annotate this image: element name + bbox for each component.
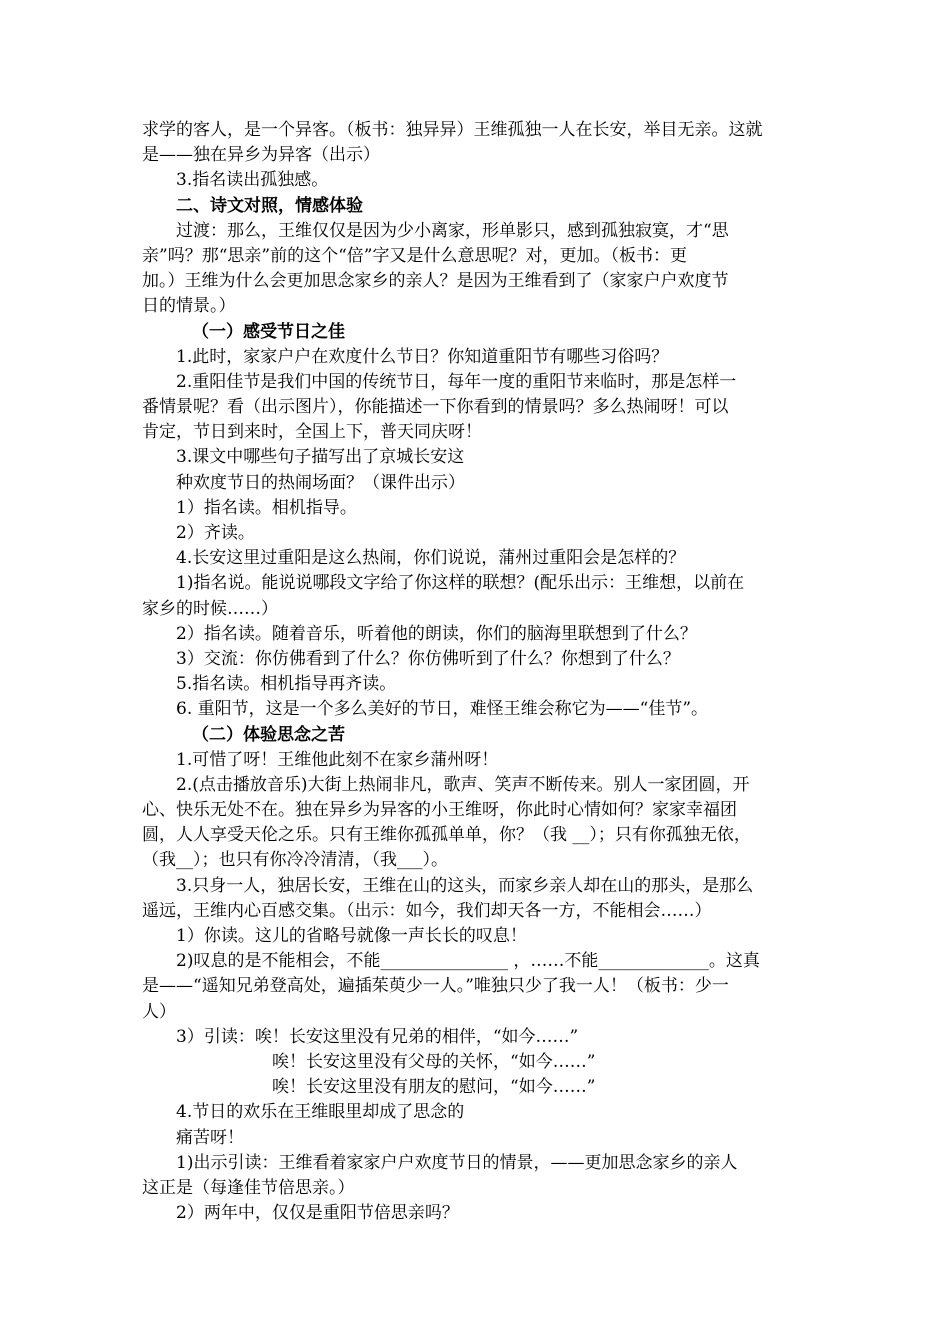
text-line: 人） <box>142 1001 176 1022</box>
text-line: 1）指名读。相机指导。 <box>176 497 357 518</box>
text-line: 2)叹息的是不能相会，不能_______________ ，……不能_____________。这真 <box>176 951 760 972</box>
text-line: 番情景呢？看（出示图片），你能描述一下你看到的情景吗？多么热闹呀！可以 <box>142 397 729 418</box>
text-line: 1.此时，家家户户在欢度什么节日？你知道重阳节有哪些习俗吗？ <box>176 346 669 367</box>
text-line: 肯定，节日到来时，全国上下，普天同庆呀！ <box>142 422 482 443</box>
text-line: 日的情景。） <box>142 296 236 317</box>
text-line: 4.节日的欢乐在王维眼里却成了思念的 <box>176 1102 465 1123</box>
text-line: 唉！长安这里没有父母的关怀，“如今……” <box>272 1051 596 1072</box>
text-line: 亲”吗？那“思亲”前的这个“倍”字又是什么意思呢？对，更加。（板书：更 <box>142 245 687 266</box>
text-line: 遥远，王维内心百感交集。（出示：如今，我们却天各一方，不能相会……） <box>142 900 712 921</box>
text-line: 1)指名说。能说说哪段文字给了你这样的联想？(配乐出示：王维想，以前在 <box>176 573 745 594</box>
text-line: 心、快乐无处不在。独在异乡为异客的小王维呀，你此时心情如何？家家幸福团 <box>142 800 737 821</box>
text-line: 6. 重阳节，这是一个多么美好的节日，难怪王维会称它为——“佳节”。 <box>176 699 709 720</box>
text-line: 1)出示引读：王维看着家家户户欢度节日的情景，——更加思念家乡的亲人 <box>176 1152 738 1173</box>
text-line: 过渡：那么，王维仅仅是因为少小离家，形单影只，感到孤独寂寞，才“思 <box>176 220 729 241</box>
text-line: 种欢度节日的热闹场面？（课件出示） <box>176 472 465 493</box>
text-line: 4.长安这里过重阳是这么热闹，你们说说，蒲州过重阳会是怎样的？ <box>176 548 686 569</box>
text-line: （我__）；也只有你冷冷清清，（我___）。 <box>142 850 448 871</box>
text-line: 求学的客人，是一个异客。（板书：独异异）王维孤独一人在长安，举目无亲。这就 <box>142 120 763 140</box>
text-line: 是——独在异乡为异客（出示） <box>142 145 380 166</box>
text-line: 加。）王维为什么会更加思念家乡的亲人？是因为王维看到了（家家户户欢度节 <box>142 271 729 292</box>
text-line: 2.重阳佳节是我们中国的传统节日，每年一度的重阳节来临时，那是怎样一 <box>176 371 737 392</box>
text-line: 3.课文中哪些句子描写出了京城长安这 <box>176 447 465 468</box>
text-line: 圆，人人享受天伦之乐。只有王维你孤孤单单，你？（我 __）；只有你孤独无依， <box>142 825 751 846</box>
section-heading: （二）体验思念之苦 <box>192 724 345 745</box>
text-line: 这正是（每逢佳节倍思亲。） <box>142 1177 355 1198</box>
text-line: 是——“遥知兄弟登高处，遍插茱萸少一人。”唯独只少了我一人！（板书：少一 <box>142 976 729 997</box>
text-line: 1）你读。这儿的省略号就像一声长长的叹息！ <box>176 926 527 946</box>
text-line: 3.只身一人，独居长安，王维在山的这头，而家乡亲人却在山的那头，是那么 <box>176 875 754 896</box>
section-heading: 二、诗文对照，情感体验 <box>176 195 363 216</box>
text-line: 痛苦呀！ <box>176 1127 244 1148</box>
text-line: 3）引读：唉！长安这里没有兄弟的相伴，“如今……” <box>176 1026 579 1047</box>
document-body <box>142 118 812 1226</box>
text-line: 2）齐读。 <box>176 523 255 543</box>
text-line: 2）两年中，仅仅是重阳节倍思亲吗？ <box>176 1203 459 1224</box>
text-line: 5.指名读。相机指导再齐读。 <box>176 674 397 695</box>
text-line: 1.可惜了呀！王维他此刻不在家乡蒲州呀！ <box>176 749 499 770</box>
text-line: 家乡的时候……） <box>142 598 278 619</box>
section-heading: （一）感受节日之佳 <box>192 321 345 342</box>
text-line: 唉！长安这里没有朋友的慰问，“如今……” <box>272 1077 596 1098</box>
text-line: 3）交流：你仿佛看到了什么？你仿佛听到了什么？你想到了什么？ <box>176 648 680 669</box>
text-line: 2）指名读。随着音乐，听着他的朗读，你们的脑海里联想到了什么？ <box>176 623 697 644</box>
text-line: 3.指名读出孤独感。 <box>176 170 329 191</box>
text-line: 2.(点击播放音乐)大街上热闹非凡，歌声、笑声不断传来。别人一家团圆，开 <box>176 774 750 795</box>
